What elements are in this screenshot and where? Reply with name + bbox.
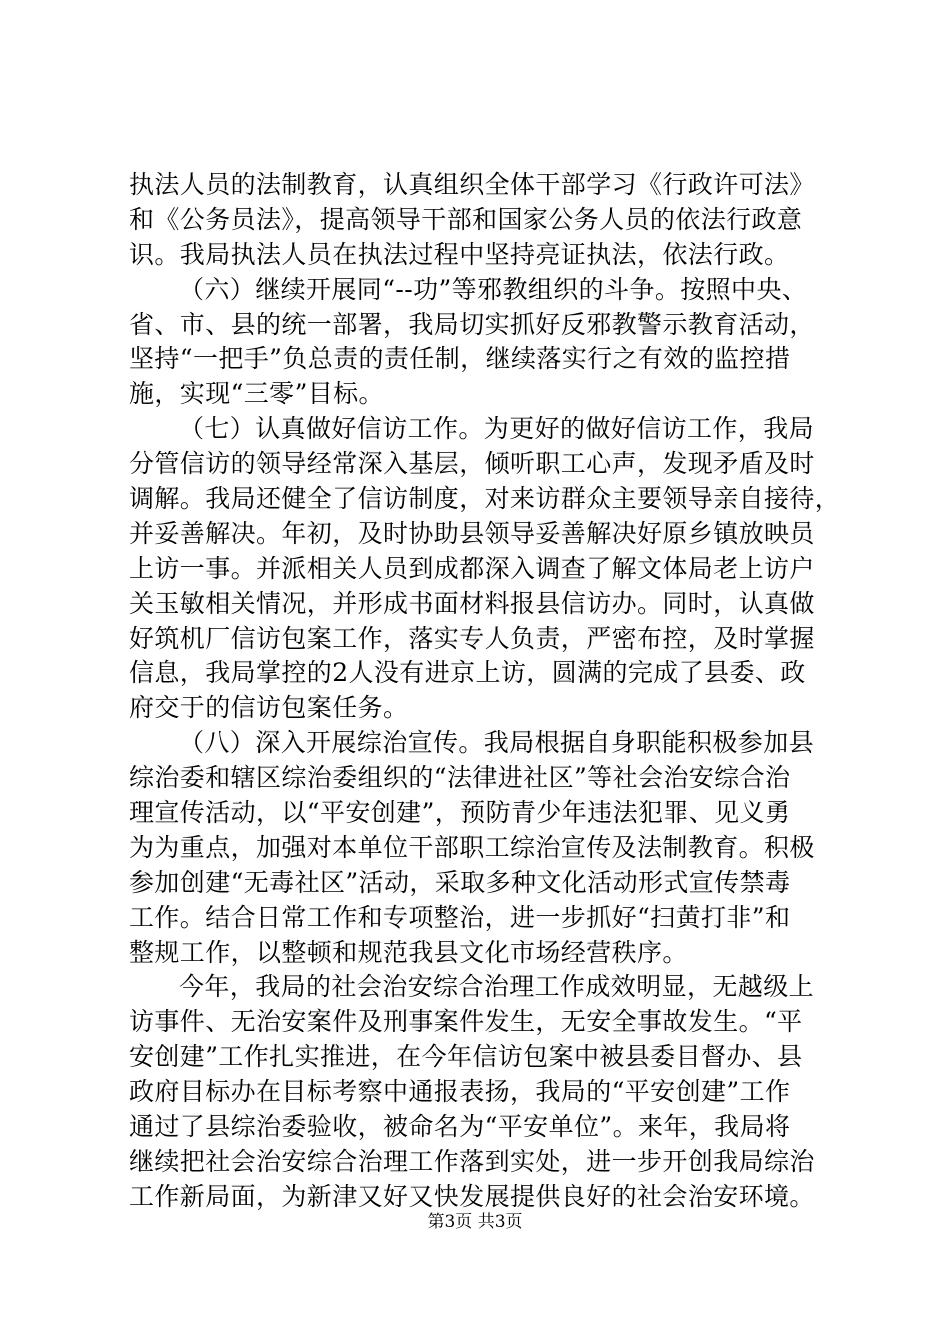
- body-text-line: 通过了县综治委验收，被命名为“平安单位”。来年，我局将: [129, 1112, 791, 1142]
- body-text-line: 施，实现“三零”目标。: [129, 379, 384, 409]
- body-text-line: 好筑机厂信访包案工作，落实专人负责，严密布控，及时掌握: [129, 623, 815, 653]
- document-body: [129, 168, 841, 1215]
- body-text-line: 整规工作，以整顿和规范我县文化市场经营秩序。: [129, 937, 688, 967]
- body-text-line: 并妥善解决。年初，及时协助县领导妥善解决好原乡镇放映员: [129, 518, 815, 548]
- body-text-line: 识。我局执法人员在执法过程中坚持亮证执法，依法行政。: [129, 239, 790, 269]
- body-text-line: 上访一事。并派相关人员到成都深入调查了解文体局老上访户: [129, 553, 815, 583]
- body-text-line: 省、市、县的统一部署，我局切实抓好反邪教警示教育活动，: [129, 309, 815, 339]
- body-text-line: 为为重点，加强对本单位干部职工综治宣传及法制教育。积极: [129, 832, 815, 862]
- body-text-line: 政府目标办在目标考察中通报表扬，我局的“平安创建”工作: [129, 1077, 791, 1107]
- body-text-line: 信息，我局掌控的2人没有进京上访，圆满的完成了县委、政: [129, 658, 806, 688]
- body-text-line: （八）深入开展综治宣传。我局根据自身职能积极参加县: [179, 728, 815, 758]
- body-text-line: 工作。结合日常工作和专项整治，进一步抓好“扫黄打非”和: [129, 902, 791, 932]
- body-text-line: 和《公务员法》，提高领导干部和国家公务人员的依法行政意: [129, 204, 803, 234]
- body-text-line: 理宣传活动，以“平安创建”，预防青少年违法犯罪、见义勇: [129, 798, 791, 828]
- body-text-line: 执法人员的法制教育，认真组织全体干部学习《行政许可法》: [129, 170, 815, 199]
- body-text-line: （七）认真做好信访工作。为更好的做好信访工作，我局: [179, 414, 815, 444]
- page-footer: 第3页 共3页: [427, 1212, 523, 1232]
- body-text-line: 调解。我局还健全了信访制度，对来访群众主要领导亲自接待，: [129, 484, 841, 514]
- body-text-line: （六）继续开展同“--功”等邪教组织的斗争。按照中央、: [179, 274, 808, 304]
- body-text-line: 综治委和辖区综治委组织的“法律进社区”等社会治安综合治: [129, 763, 791, 793]
- body-text-line: 分管信访的领导经常深入基层，倾听职工心声，发现矛盾及时: [129, 449, 815, 479]
- body-text-line: 工作新局面，为新津又好又快发展提供良好的社会治安环境。: [129, 1181, 815, 1211]
- body-text-line: 参加创建“无毒社区”活动，采取多种文化活动形式宣传禁毒: [129, 867, 791, 897]
- body-text-line: 继续把社会治安综合治理工作落到实处，进一步开创我局综治: [129, 1146, 815, 1176]
- body-text-line: 府交于的信访包案任务。: [129, 693, 409, 723]
- body-text-line: 今年，我局的社会治安综合治理工作成效明显，无越级上: [179, 972, 815, 1002]
- body-text-line: 安创建”工作扎实推进，在今年信访包案中被县委目督办、县: [129, 1042, 803, 1072]
- body-text-line: 关玉敏相关情况，并形成书面材料报县信访办。同时，认真做: [129, 588, 815, 618]
- body-text-line: 访事件、无治安案件及刑事案件发生，无安全事故发生。“平: [129, 1007, 803, 1037]
- body-text-line: 坚持“一把手”负总责的责任制，继续落实行之有效的监控措: [129, 344, 791, 374]
